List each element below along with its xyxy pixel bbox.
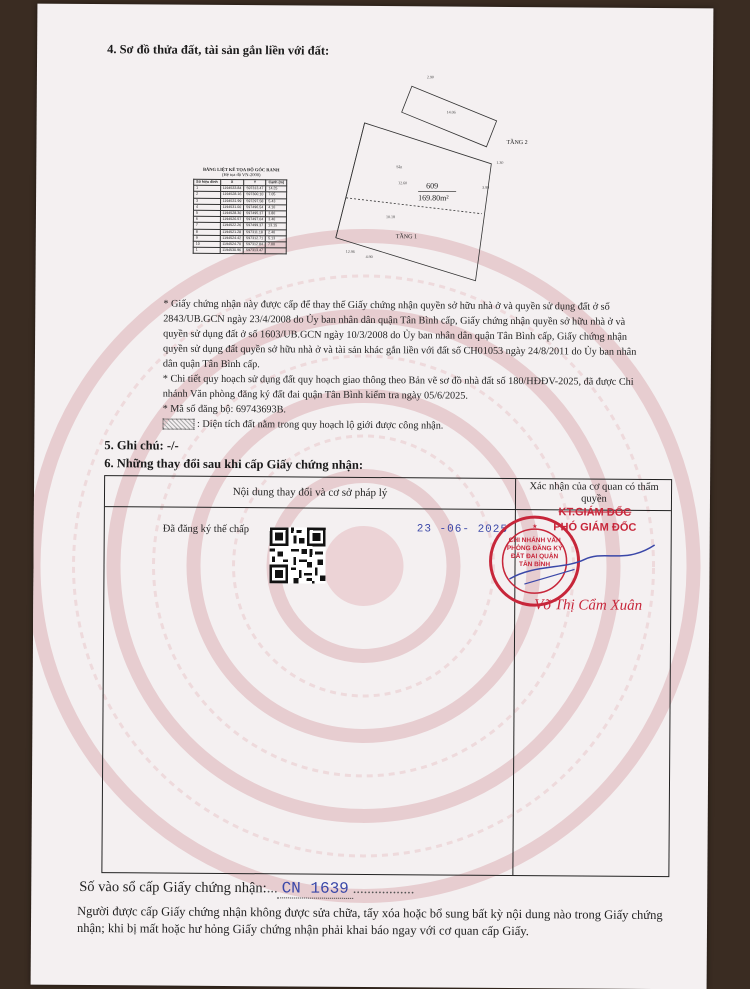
registry-number-row [79,878,414,898]
coords-cell: 3 [194,198,221,204]
note-4-row [162,417,642,435]
col2-header: Xác nhận của cơ quan có thẩm quyền [519,481,669,506]
section-5-title: 5. Ghi chú: -/- [104,438,178,454]
entry-text: Đã đăng ký thế chấp [163,524,249,536]
coords-cell: 9 [193,235,220,241]
svg-text:★: ★ [532,523,537,530]
coords-header: Cạnh (m) [266,180,287,186]
floor1-label: TẦNG 1 [396,232,417,240]
seal-inner-text: CHI NHÁNH VĂN PHÒNG ĐĂNG KÝ ĐẤT ĐAI QUẬN TÂN BÌNH [504,537,564,569]
coords-cell: 597311.18 [244,229,266,235]
note-3: * Mã số đăng bộ: 69743693B. [163,402,643,420]
coords-cell [265,248,286,254]
land-sketch [305,68,547,290]
coords-row [193,247,286,254]
coords-cell: 1194531.99 [220,198,244,204]
coords-cell: 597300.10 [244,192,266,198]
coords-cell: 14.25 [266,186,287,192]
registry-number: CN 1639 [278,879,353,899]
coords-cell: 1194524.70 [220,241,244,247]
notes-block [162,297,643,435]
coords-cell: 1194521.28 [220,229,244,235]
coords-cell: 5.43 [266,198,287,204]
coords-cell: 2.40 [266,229,287,235]
coords-cell: 3.80 [266,211,287,217]
note-2: * Chi tiết quy hoạch sử dụng đất quy hoạch giao thông theo Bản vẽ sơ đồ nhà đất số 180/HĐĐV-2025, đã được Chi nhánh Văn phòng đăng ký đất đai quận Tân Bình kiểm tra ngày 05/6/2025. [163,372,643,405]
coords-table-title [186,167,296,178]
coords-cell: 1194522.26 [220,223,244,229]
coords-cell: 2 [194,192,221,198]
coords-header: Số hiệu đỉnh [194,179,221,185]
coords-cell: 1 [193,247,220,253]
section-6-title: 6. Những thay đổi sau khi cấp Giấy chứng nhận: [104,456,363,473]
note-4: : Diện tích đất nằm trong quy hoạch lộ giới được công nhận. [197,419,443,432]
coords-cell: 1194531.00 [220,204,244,210]
coords-header: Y [244,180,266,186]
coords-cell: 1194526.57 [220,217,244,223]
dim-label: 10.18 [386,214,395,219]
coords-subtitle: (Hệ tọa độ VN-2000) [186,172,296,178]
coords-cell: 597495.37 [244,211,266,217]
coords-cell: 597499.37 [244,223,266,229]
coords-cell: 10 [193,241,220,247]
dim-label: 12.60 [398,180,407,185]
section-4-title: 4. Sơ đồ thửa đất, tài sản gắn liền với đất: [107,42,329,59]
footer-note: Người được cấp Giấy chứng nhận không được sửa chữa, tẩy xóa hoặc bổ sung bất kỳ nội dung nào trong Giấy chứng nhận; khi bị mất hoặc hư hỏng Giấy chứng nhận phải khai báo ngay với cơ quan cấp Giấy. [77,903,677,941]
sketch-area-bottom: 169.80m² [418,193,449,202]
signer-name: Võ Thị Cẩm Xuân [534,597,642,615]
coords-cell: 1 [194,185,221,191]
coords-cell: 1194524.42 [220,235,244,241]
registry-dots: ................. [353,881,415,897]
note-1: * Giấy chứng nhận này được cấp để thay thế Giấy chứng nhận quyền sở hữu nhà ở và quyền sử dụng đất ở số 2843/UB.GCN ngày 23/4/2008 do Ủy ban nhân dân quận Tân Bình cấp, Giấy chứng nhận quyền sở hữu nhà ở và quyền sử dụng đất ở số 1603/UB.GCN ngày 10/3/2008 do Ủy ban nhân dân quận Tân Bình cấp, Giấy chứng nhận quyền sử dụng đất quyền sở hữu nhà ở và tài sản khác gắn liền với đất số CH01053 ngày 24/8/2011 do Ủy ban nhân dân quận Tân Bình cấp. [163,297,644,375]
coords-cell: 7.05 [266,192,287,198]
coords-cell: 7.00 [266,242,287,248]
stamp-title-1: KT.GIÁM ĐỐC [525,506,665,519]
coords-cell: 597312.84 [244,241,266,247]
stamp-title-2: PHÓ GIÁM ĐỐC [525,521,665,534]
coords-cell: 1194528.16 [220,192,244,198]
dim-label: 4.90 [366,254,373,259]
floor2-label: TẦNG 2 [506,138,527,146]
dim-label: 12.96 [346,249,355,254]
coords-cell: 5 [193,210,220,216]
certificate-page [31,4,714,989]
dim-label: 2.90 [427,74,434,79]
land-label: Sân [396,164,402,169]
col1-header: Nội dung thay đổi và cơ sở pháp lý [185,486,435,500]
coords-cell: 4 [193,204,220,210]
dim-label: 14.06 [447,110,456,115]
coords-cell: 5.13 [266,235,287,241]
qr-code-icon [269,527,325,583]
dim-label: 3.99 [482,185,489,190]
hatch-legend-icon [162,419,194,430]
coords-cell: 597297.58 [244,198,266,204]
coords-header: X [220,179,244,185]
coords-cell: 597313.47 [243,248,265,254]
coords-cell: 8 [193,229,220,235]
coords-cell: 597497.04 [244,217,266,223]
coordinate-table [193,179,287,255]
coords-cell: 597312.71 [244,235,266,241]
coords-cell: 13.15 [266,223,287,229]
coords-cell: 6 [193,216,220,222]
sketch-area-top: 609 [426,181,438,190]
registry-dots: ... [267,880,278,896]
dim-label: 1.30 [496,160,503,165]
entry-date: 23 -06- 2025 [417,523,508,536]
coords-cell: 7 [193,223,220,229]
coords-cell: 3.40 [266,217,287,223]
coords-cell: 597496.54 [244,204,266,210]
coords-cell: 1194533.84 [220,186,244,192]
signature-stroke [504,539,664,600]
coords-cell: 597313.47 [244,186,266,192]
coords-cell: 4.10 [266,205,287,211]
registry-label: Số vào sổ cấp Giấy chứng nhận: [79,879,267,896]
changes-table [101,475,672,877]
coords-cell: 1194528.30 [220,210,244,216]
coords-cell: 1194530.96 [220,247,244,253]
coords-title-text: BẢNG LIỆT KÊ TỌA ĐỘ GÓC RANH [186,167,296,173]
